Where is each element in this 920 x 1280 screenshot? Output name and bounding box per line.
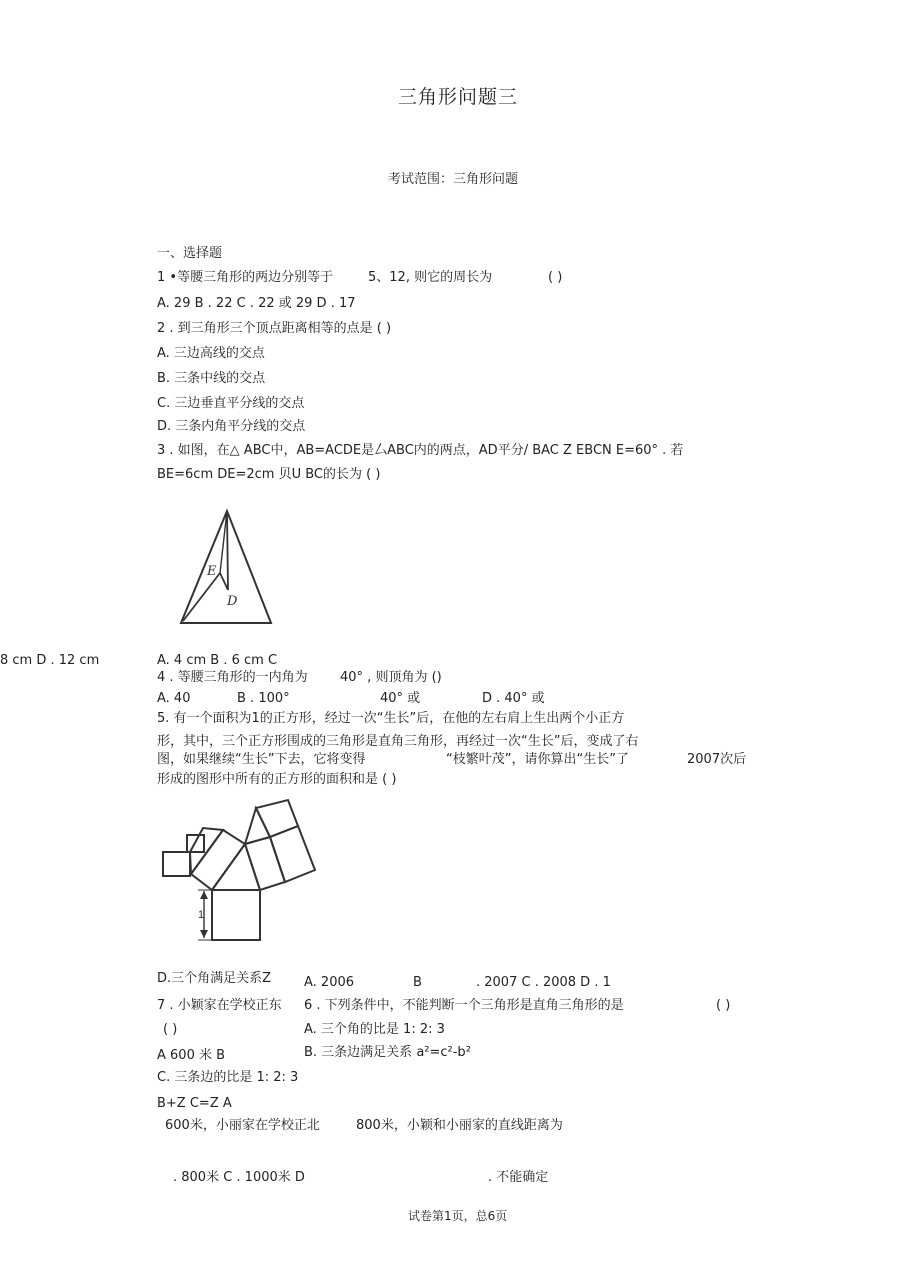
section-heading: 一、选择题 <box>157 246 223 261</box>
q7-option-d: . 不能确定 <box>488 1170 549 1185</box>
pythagoras-tree-figure <box>158 792 328 947</box>
q5-options-rest: . 2007 C . 2008 D . 1 <box>476 975 611 990</box>
q6-option-d-cont: B+Z C=Z A <box>157 1096 232 1111</box>
q1-stem: 1 •等腰三角形的两边分别等于 <box>157 270 334 285</box>
q6-option-b: B. 三条边满足关系 a²=c²-b² <box>304 1045 471 1060</box>
q5-line-1: 5. 有一个面积为1的正方形，经过一次“生长”后，在他的左右肩上生出两个小正方 <box>157 711 625 726</box>
q1-answer-paren: ( ) <box>548 270 563 285</box>
segment-ed <box>220 573 228 590</box>
q3-line-2: BE=6cm DE=2cm 贝U BC的长为 ( ) <box>157 467 381 482</box>
label-d: D <box>227 594 238 609</box>
q5-line-4: 形成的图形中所有的正方形的面积和是 ( ) <box>157 772 397 787</box>
q5-line-3-quote: “枝繁叶茂”，请你算出“生长”了 <box>446 752 629 767</box>
q5-option-a: A. 2006 <box>304 975 355 990</box>
q4-option-c: 40° 或 <box>380 691 421 706</box>
q4-option-a: A. 40 <box>157 691 191 706</box>
arrow-down-icon <box>200 930 208 938</box>
q2-option-a: A. 三边高线的交点 <box>157 346 265 361</box>
bisector-ad <box>227 511 228 590</box>
arrow-up-icon <box>200 891 208 899</box>
segment-be <box>183 573 220 621</box>
q4-option-b: B . 100° <box>237 691 290 706</box>
q6-option-d: D.三个角满足关系Z <box>157 971 272 986</box>
q5-line-2: 形，其中，三个正方形围成的三角形是直角三角形，再经过一次“生长”后，变成了右 <box>157 734 639 749</box>
exam-scope: 考试范围：三角形问题 <box>388 172 519 187</box>
q7-options: . 800米 C . 1000米 D <box>173 1170 305 1185</box>
q7-stem: 7 . 小颖家在学校正东 <box>157 998 282 1013</box>
q5-line-3: 图，如果继续“生长”下去，它将变得 <box>157 752 366 767</box>
page-title: 三角形问题三 <box>398 86 519 108</box>
q2-stem: 2 . 到三角形三个顶点距离相等的点是 ( ) <box>157 321 392 336</box>
q2-option-d: D. 三条内角平分线的交点 <box>157 419 306 434</box>
upper-square-3 <box>245 808 270 844</box>
q6-option-a: A. 三个角的比是 1: 2: 3 <box>304 1022 445 1037</box>
main-square <box>212 890 260 940</box>
upper-square-2 <box>256 800 298 837</box>
q3-options-left: 8 cm D . 12 cm <box>0 653 100 668</box>
label-e: E <box>207 564 217 579</box>
q7-line-2: 600米，小丽家在学校正北 <box>165 1118 320 1133</box>
q7-line-2-cont: 800米，小颖和小丽家的直线距离为 <box>356 1118 563 1133</box>
q7-option-a-partial: A 600 米 B <box>157 1048 226 1060</box>
q2-option-c: C. 三边垂直平分线的交点 <box>157 396 305 411</box>
q6-stem: 6 . 下列条件中，不能判断一个三角形是直角三角形的是 <box>304 998 624 1013</box>
q3-options: A. 4 cm B . 6 cm C <box>157 653 278 668</box>
q6-option-c: C. 三条边的比是 1: 2: 3 <box>157 1070 299 1085</box>
q4-option-d: D . 40° 或 <box>482 691 545 706</box>
q5-option-b: B <box>413 975 422 990</box>
q6-answer-paren: ( ) <box>716 998 731 1013</box>
left-square <box>191 830 245 890</box>
page-footer: 试卷第1页，总6页 <box>408 1209 508 1223</box>
q1-stem-cont: 5、12, 则它的周长为 <box>368 270 493 285</box>
q7-answer-paren: ( ) <box>163 1022 178 1037</box>
dimension-label: 1 <box>198 909 205 921</box>
q5-line-3-count: 2007次后 <box>687 752 747 767</box>
q1-options: A. 29 B . 22 C . 22 或 29 D . 17 <box>157 296 356 311</box>
q2-option-b: B. 三条中线的交点 <box>157 371 266 386</box>
left-small-square-2 <box>163 852 190 876</box>
q4-stem-cont: 40° , 则顶角为 () <box>340 670 442 685</box>
q3-line-1: 3 . 如图，在△ ABC中，AB=ACDE是厶ABC内的两点，AD平分/ BAC Z EBCN E=60° . 若 <box>157 443 684 458</box>
triangle-figure <box>175 505 285 635</box>
q4-stem: 4 . 等腰三角形的一内角为 <box>157 670 308 685</box>
